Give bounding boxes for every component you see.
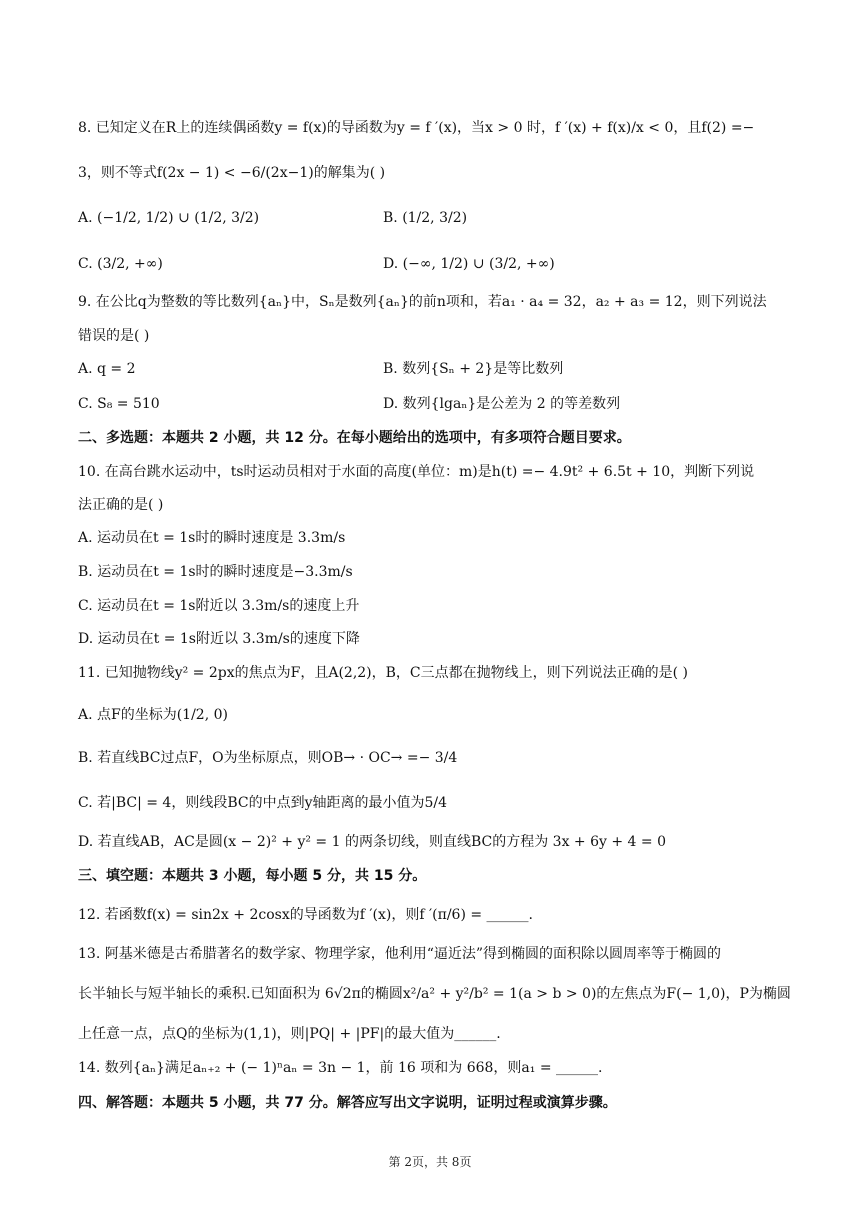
q10-option-d: D. 运动员在t = 1s附近以 3.3m/s的速度下降: [78, 631, 360, 647]
q9-stem-line1: 9. 在公比q为整数的等比数列{aₙ}中，Sₙ是数列{aₙ}的前n项和，若a₁ · a₄ = 32，a₂ + a₃ = 12，则下列说法: [78, 294, 767, 310]
q8-option-b: B. (1/2, 3/2): [383, 210, 468, 226]
q8-stem-line1: 8. 已知定义在R上的连续偶函数y = f(x)的导函数为y = f ′(x)，当x > 0 时，f ′(x) + f(x)/x < 0，且f(2) =−: [78, 120, 755, 136]
q10-option-c: C. 运动员在t = 1s附近以 3.3m/s的速度上升: [78, 598, 360, 614]
q8-option-c: C. (3/2, +∞): [78, 256, 163, 272]
section-heading-multiple-choice: 二、多选题：本题共 2 小题，共 12 分。在每小题给出的选项中，有多项符合题目要求。: [78, 430, 631, 446]
q11-option-d: D. 若直线AB，AC是圆(x − 2)² + y² = 1 的两条切线，则直线BC的方程为 3x + 6y + 4 = 0: [78, 834, 666, 850]
q8-option-a: A. (−1/2, 1/2) ∪ (1/2, 3/2): [78, 210, 260, 226]
q8-option-d: D. (−∞, 1/2) ∪ (3/2, +∞): [383, 256, 555, 272]
q10-option-b: B. 运动员在t = 1s时的瞬时速度是−3.3m/s: [78, 564, 353, 580]
q14-stem: 14. 数列{aₙ}满足aₙ₊₂ + (− 1)ⁿaₙ = 3n − 1，前 16 项和为 668，则a₁ = ______.: [78, 1060, 603, 1076]
q11-option-c: C. 若|BC| = 4，则线段BC的中点到y轴距离的最小值为5/4: [78, 795, 448, 811]
section-heading-solutions: 四、解答题：本题共 5 小题，共 77 分。解答应写出文字说明，证明过程或演算步骤。: [78, 1095, 617, 1111]
section-heading-fill-in: 三、填空题：本题共 3 小题，每小题 5 分，共 15 分。: [78, 868, 427, 884]
q11-option-b: B. 若直线BC过点F，O为坐标原点，则OB→ · OC→ =− 3/4: [78, 750, 458, 766]
q10-stem-line1: 10. 在高台跳水运动中，ts时运动员相对于水面的高度(单位：m)是h(t) =− 4.9t² + 6.5t + 10，判断下列说: [78, 464, 755, 480]
q10-stem-line2: 法正确的是( ): [78, 497, 164, 513]
q9-option-b: B. 数列{Sₙ + 2}是等比数列: [383, 361, 564, 377]
q12-stem: 12. 若函数f(x) = sin2x + 2cosx的导函数为f ′(x)，则f ′(π/6) = ______.: [78, 907, 533, 923]
q8-stem-line2: 3，则不等式f(2x − 1) < −6/(2x−1)的解集为( ): [78, 165, 386, 181]
q9-option-a: A. q = 2: [78, 361, 136, 377]
q11-option-a: A. 点F的坐标为(1/2, 0): [78, 707, 228, 723]
q9-option-c: C. S₈ = 510: [78, 396, 160, 412]
q10-option-a: A. 运动员在t = 1s时的瞬时速度是 3.3m/s: [78, 530, 346, 546]
q13-stem-line3: 上任意一点，点Q的坐标为(1,1)，则|PQ| + |PF|的最大值为______.: [78, 1026, 501, 1042]
q13-stem-line2: 长半轴长与短半轴长的乘积.已知面积为 6√2π的椭圆x²/a² + y²/b² = 1(a > b > 0)的左焦点为F(− 1,0)，P为椭圆: [78, 986, 791, 1002]
page-footer: 第 2页，共 8页: [388, 1155, 472, 1169]
q13-stem-line1: 13. 阿基米德是古希腊著名的数学家、物理学家，他利用“逼近法”得到椭圆的面积除以圆周率等于椭圆的: [78, 946, 722, 962]
q11-stem-line1: 11. 已知抛物线y² = 2px的焦点为F，且A(2,2)，B，C三点都在抛物线上，则下列说法正确的是( ): [78, 665, 689, 681]
q9-stem-line2: 错误的是( ): [78, 328, 150, 344]
q9-option-d: D. 数列{lgaₙ}是公差为 2 的等差数列: [383, 396, 621, 412]
